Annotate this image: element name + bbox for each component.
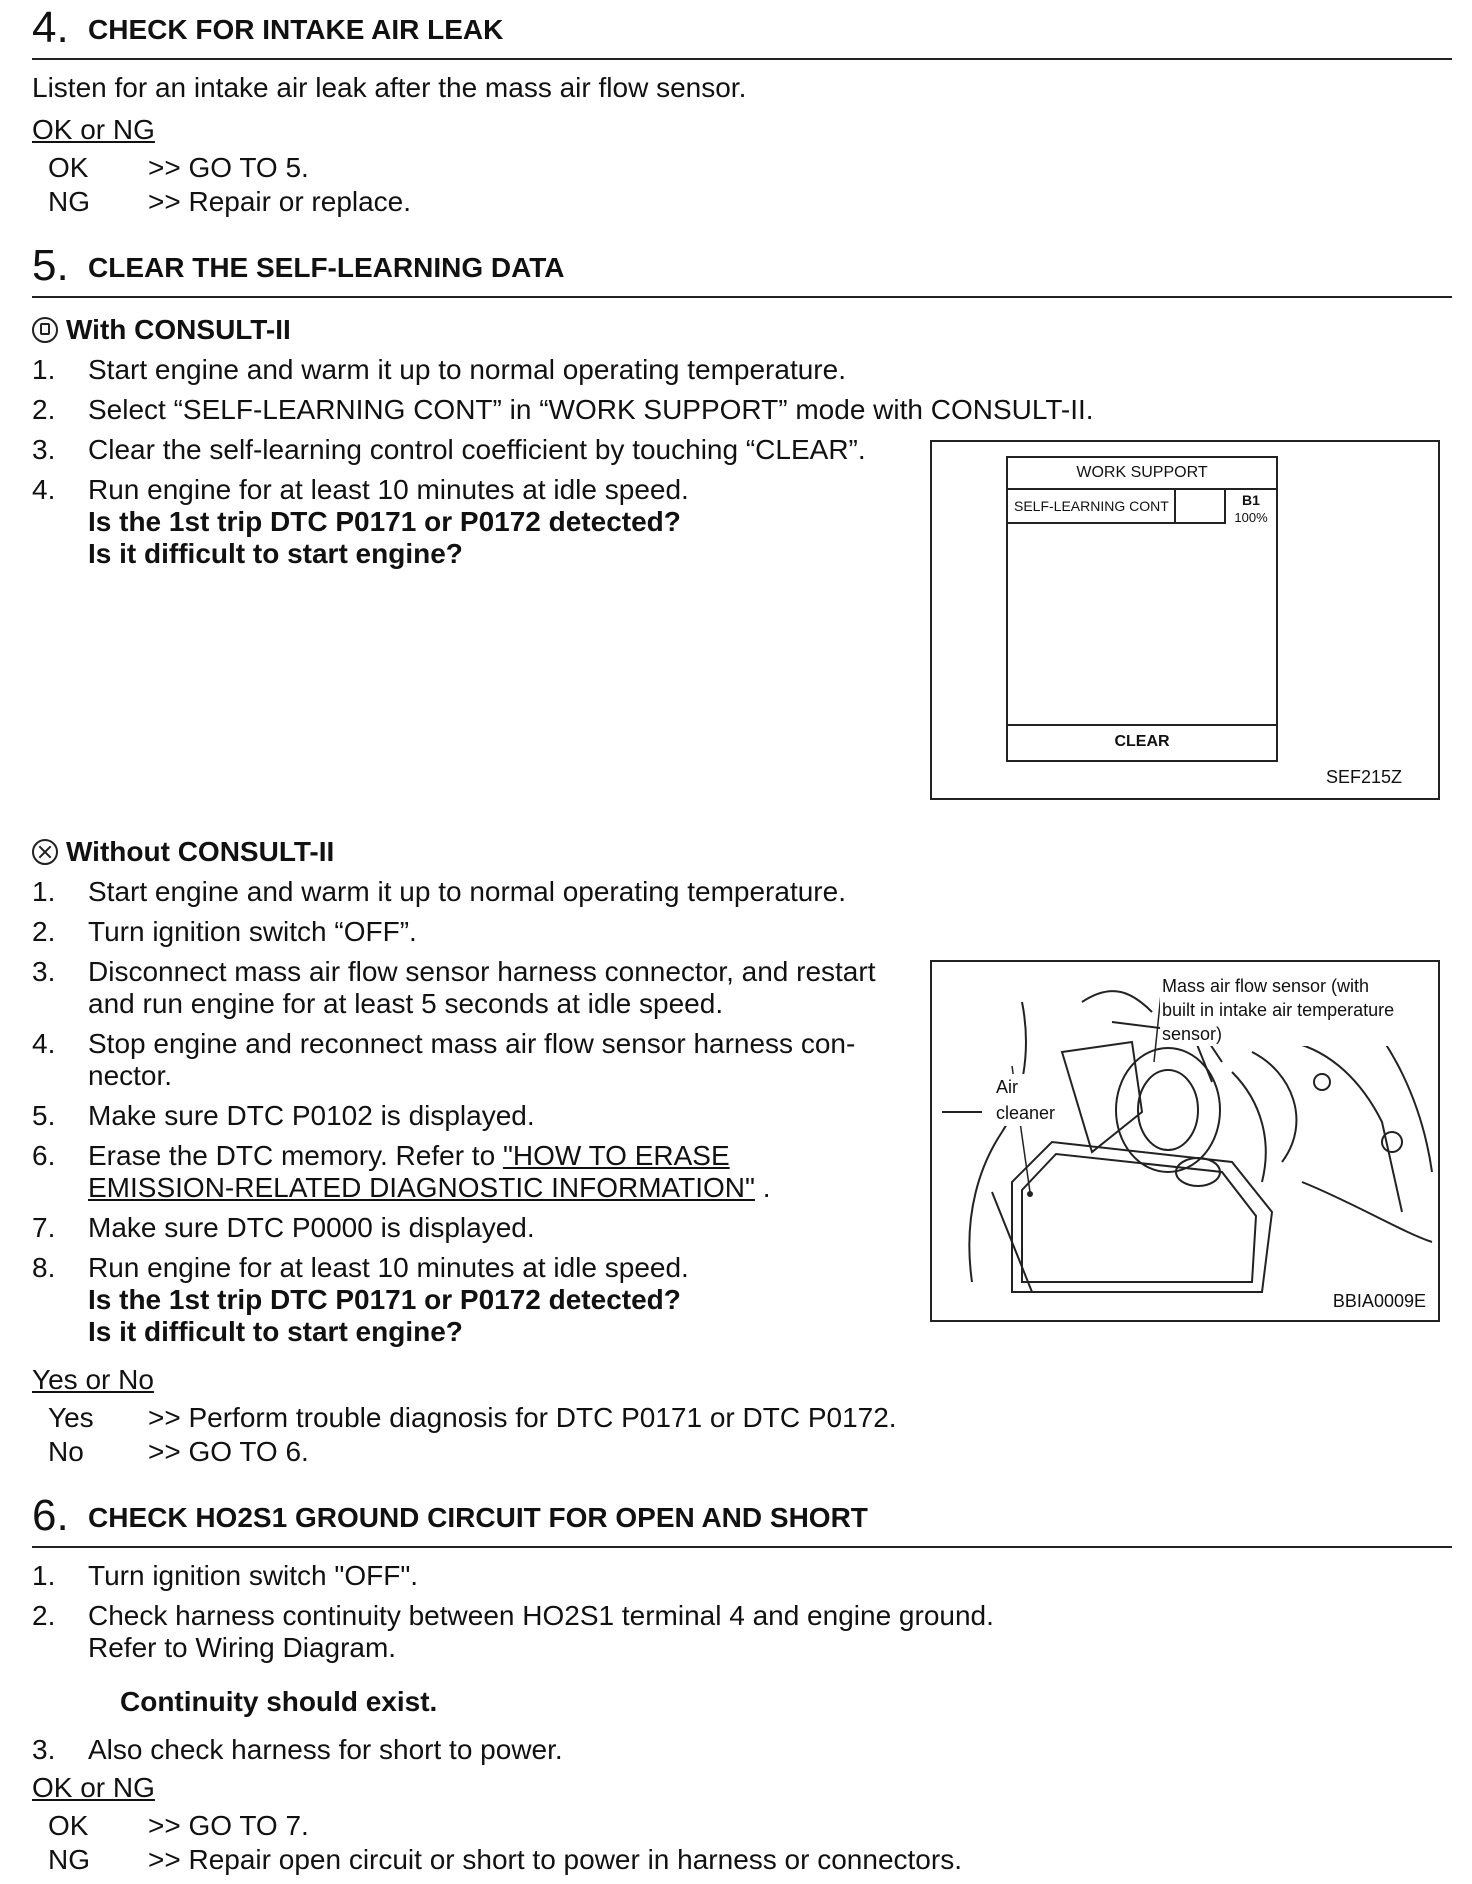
- list-number: 1.: [32, 1560, 56, 1591]
- list-item-cont: Refer to Wiring Diagram.: [88, 1632, 397, 1663]
- answer-value: >> GO TO 6.: [148, 1436, 309, 1467]
- list-item: Start engine and warm it up to normal operating temperature.: [88, 876, 846, 907]
- list-number: 2.: [32, 916, 56, 947]
- question: Is it difficult to start engine?: [88, 538, 463, 569]
- step-title: CHECK HO2S1 GROUND CIRCUIT FOR OPEN AND SHORT: [88, 1502, 868, 1533]
- erase-info-link[interactable]: "HOW TO ERASE: [502, 1140, 730, 1171]
- list-number: 5.: [32, 1100, 56, 1131]
- list-number: 6.: [32, 1140, 56, 1171]
- answer-key: NG: [48, 1844, 90, 1875]
- list-item: Start engine and warm it up to normal operating temperature.: [88, 354, 846, 385]
- cleaner-callout: Air cleaner: [994, 1074, 1057, 1126]
- erase-info-link-cont[interactable]: EMISSION-RELATED DIAGNOSTIC INFORMATION": [88, 1172, 755, 1203]
- list-item: Select “SELF-LEARNING CONT” in “WORK SUPPORT” mode with CONSULT-II.: [88, 394, 1094, 425]
- step-number: 6.: [32, 1491, 69, 1540]
- list-item: Make sure DTC P0000 is displayed.: [88, 1212, 535, 1243]
- list-number: 1.: [32, 876, 56, 907]
- list-item: Run engine for at least 10 minutes at idle speed.: [88, 474, 689, 505]
- choice-label: OK or NG: [32, 1772, 155, 1803]
- list-number: 2.: [32, 394, 56, 425]
- choice-label: Yes or No: [32, 1364, 154, 1395]
- step-number: 5.: [32, 241, 69, 290]
- list-item: Make sure DTC P0102 is displayed.: [88, 1100, 535, 1131]
- list-item: Run engine for at least 10 minutes at idle speed.: [88, 1252, 689, 1283]
- list-number: 3.: [32, 956, 56, 987]
- answer-value: >> Perform trouble diagnosis for DTC P0171 or DTC P0172.: [148, 1402, 897, 1433]
- list-number: 3.: [32, 1734, 56, 1765]
- bank-label: B1: [1242, 492, 1260, 508]
- sensor-callout: Mass air flow sensor (with built in intake air temperature sensor): [1162, 976, 1395, 1044]
- continuity-note: Continuity should exist.: [120, 1686, 438, 1717]
- answer-key: OK: [48, 152, 89, 183]
- list-item-cont: nector.: [88, 1060, 173, 1091]
- list-number: 3.: [32, 434, 56, 465]
- question: Is it difficult to start engine?: [88, 1316, 463, 1347]
- figure-code: BBIA0009E: [1332, 1291, 1426, 1311]
- step-6-header: [32, 1488, 1452, 1548]
- question: Is the 1st trip DTC P0171 or P0172 detected?: [88, 1284, 681, 1315]
- coefficient-value: 100%: [1234, 510, 1268, 525]
- question: Is the 1st trip DTC P0171 or P0172 detected?: [88, 506, 681, 537]
- clear-button: CLEAR: [1008, 724, 1276, 760]
- list-item: Check harness continuity between HO2S1 terminal 4 and engine ground.: [88, 1600, 994, 1631]
- list-item: Erase the DTC memory. Refer to "HOW TO ERASE: [88, 1140, 730, 1171]
- list-number: 2.: [32, 1600, 56, 1631]
- list-number: 8.: [32, 1252, 56, 1283]
- with-consult-label: With CONSULT-II: [32, 314, 291, 346]
- consult-screen-figure: [930, 440, 1440, 800]
- step-number: 4.: [32, 3, 69, 52]
- screen-header: WORK SUPPORT: [1008, 458, 1276, 490]
- step-title: CLEAR THE SELF-LEARNING DATA: [88, 252, 565, 283]
- list-number: 1.: [32, 354, 56, 385]
- list-item-cont: and run engine for at least 5 seconds at idle speed.: [88, 988, 724, 1019]
- consult-icon: [32, 317, 58, 343]
- answer-key: NG: [48, 186, 90, 217]
- self-learning-row-label: SELF-LEARNING CONT: [1008, 490, 1176, 524]
- engine-bay-figure: [930, 960, 1440, 1322]
- without-consult-label: Without CONSULT-II: [32, 836, 334, 868]
- answer-value: >> Repair open circuit or short to power in harness or connectors.: [148, 1844, 962, 1875]
- step-5-header: [32, 238, 1452, 298]
- figure-code: SEF215Z: [1325, 767, 1402, 787]
- list-item: Turn ignition switch "OFF".: [88, 1560, 419, 1591]
- answer-key: No: [48, 1436, 84, 1467]
- step-4-header: [32, 0, 1452, 60]
- list-item: Also check harness for short to power.: [88, 1734, 563, 1765]
- step-title: CHECK FOR INTAKE AIR LEAK: [88, 14, 504, 45]
- list-item: Clear the self-learning control coefficient by touching “CLEAR”.: [88, 434, 866, 465]
- list-number: 4.: [32, 474, 56, 505]
- row-cell: [1176, 490, 1226, 524]
- answer-key: Yes: [48, 1402, 94, 1433]
- no-consult-icon: [32, 839, 58, 865]
- list-number: 7.: [32, 1212, 56, 1243]
- list-number: 4.: [32, 1028, 56, 1059]
- step-4-text: Listen for an intake air leak after the mass air flow sensor.: [32, 72, 747, 103]
- list-item: Stop engine and reconnect mass air flow sensor harness con-: [88, 1028, 856, 1059]
- answer-key: OK: [48, 1810, 89, 1841]
- list-item: Turn ignition switch “OFF”.: [88, 916, 417, 947]
- choice-label: OK or NG: [32, 114, 155, 145]
- answer-value: >> GO TO 5.: [148, 152, 309, 183]
- answer-value: >> Repair or replace.: [148, 186, 412, 217]
- consult-screen: [1006, 456, 1278, 762]
- answer-value: >> GO TO 7.: [148, 1810, 309, 1841]
- list-item: Disconnect mass air flow sensor harness connector, and restart: [88, 956, 876, 987]
- list-item-cont: EMISSION-RELATED DIAGNOSTIC INFORMATION" .: [88, 1172, 771, 1203]
